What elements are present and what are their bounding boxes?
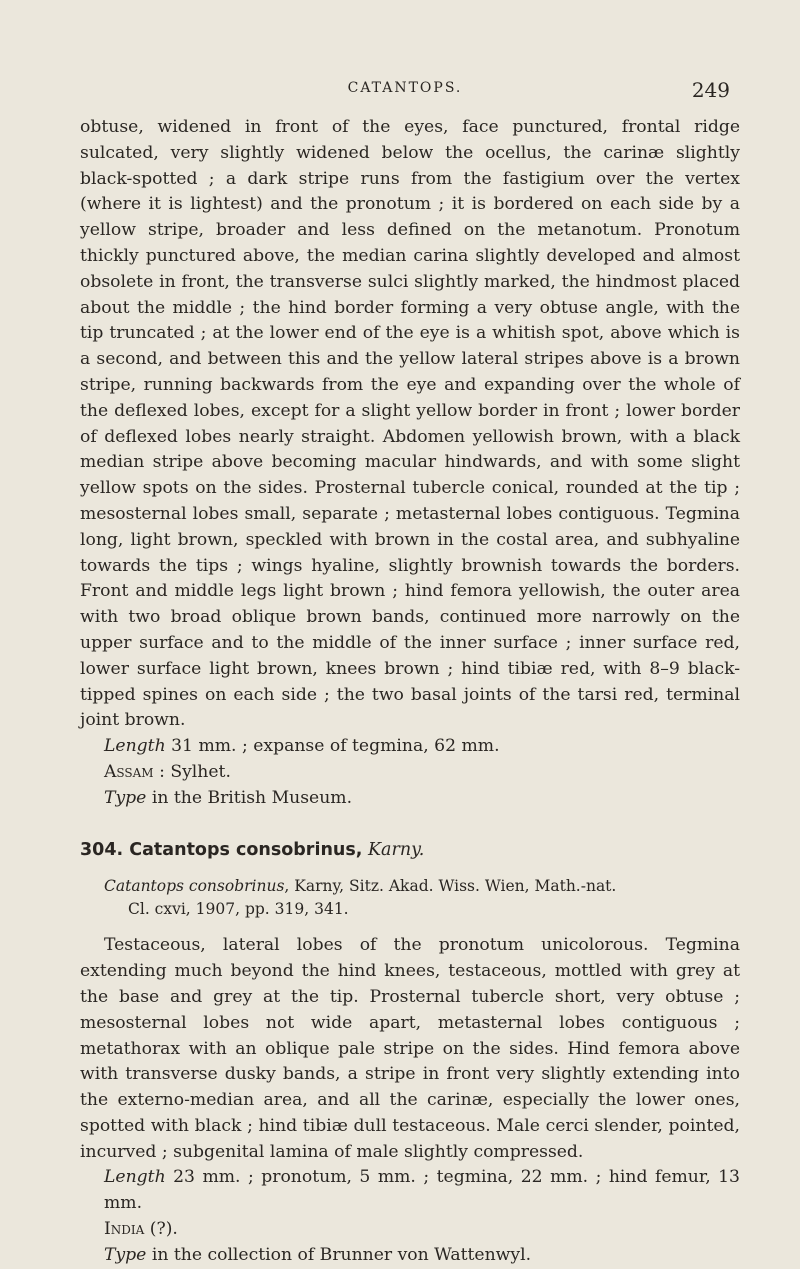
- page-body: [80, 115, 740, 1269]
- species-length-label: Length: [104, 1167, 166, 1188]
- species-length-text: 23 mm. ; pronotum, 5 mm. ; tegmina, 22 mm. ; hind femur, 13 mm.: [104, 1167, 740, 1214]
- reference-line2: Cl. cxvi, 1907, pp. 319, 341.: [128, 900, 349, 919]
- description-paragraph: obtuse, widened in front of the eyes, face punctured, frontal ridge sulcated, very slightly widened below the ocellus, the carinæ slightly black-spotted ; a dark stripe runs from the fastigium over the vertex (where it is lightest) and the pronotum ; it is bordered on each side by a yellow stripe, broader and less defined on the metanotum. Pronotum thickly punctured above, the median carina slightly developed and almost obsolete in front, the transverse sulci slightly marked, the hindmost placed about the middle ; the hind border forming a very obtuse angle, with the tip truncated ; at the lower end of the eye is a whitish spot, above which is a second, and between this and the yellow lateral stripes above is a brown stripe, running backwards from the eye and expanding over the whole of the deflexed lobes, except for a slight yellow border in front ; lower border of deflexed lobes nearly straight. Abdomen yellowish brown, with a black median stripe above becoming macular hindwards, and with some slight yellow spots on the sides. Prosternal tubercle conical, rounded at the tip ; mesosternal lobes small, separate ; metasternal lobes contiguous. Tegmina long, light brown, speckled with brown in the costal area, and subhyaline towards the tips ; wings hyaline, slightly brownish towards the borders. Front and middle legs light brown ; hind femora yellowish, the outer area with two broad oblique brown bands, continued more narrowly on the upper surface and to the middle of the inner surface ; inner surface red, lower surface light brown, knees brown ; hind tibiæ red, with 8–9 black-tipped spines on each side ; the two basal joints of the tarsi red, terminal joint brown.: [80, 117, 740, 731]
- species-name: Catantops consobrinus,: [123, 839, 363, 860]
- locality-line: [80, 760, 740, 786]
- species-author: Karny.: [362, 839, 425, 860]
- type-line: [80, 786, 740, 812]
- type-label: Type: [104, 787, 147, 808]
- length-text: 31 mm. ; expanse of tegmina, 62 mm.: [165, 736, 500, 757]
- length-line: [80, 734, 740, 760]
- species-description-paragraph: Testaceous, lateral lobes of the pronotum unicolorous. Tegmina extending much beyond the hind knees, testaceous, mottled with grey at the base and grey at the tip. Prosternal tubercle short, very obtuse ; mesosternal lobes not wide apart, metasternal lobes contiguous ; metathorax with an oblique pale stripe on the sides. Hind femora above with transverse dusky bands, a stripe in front very slightly extending into the externo-median area, and all the carinæ, especially the lower ones, spotted with black ; hind tibiæ dull testaceous. Male cerci slender, pointed, incurved ; subgenital lamina of male slightly compressed.: [80, 935, 740, 1162]
- species-length-line: [80, 1165, 740, 1217]
- locality-text: : Sylhet.: [153, 761, 231, 782]
- species-type-line: [80, 1243, 740, 1269]
- reference-genus: Catantops consobrinus: [104, 877, 285, 896]
- running-head: [80, 78, 730, 104]
- species-heading: [80, 838, 740, 864]
- species-locality-label: India: [104, 1219, 145, 1240]
- type-text: in the British Museum.: [146, 787, 353, 808]
- page-number: 249: [691, 78, 730, 102]
- locality-label: Assam: [104, 761, 154, 782]
- species-reference: [104, 875, 740, 921]
- species-type-text: in the collection of Brunner von Wattenwyl.: [146, 1244, 532, 1265]
- running-title: CATANTOPS.: [347, 80, 463, 96]
- species-locality-text: (?).: [144, 1219, 178, 1240]
- reference-line1: , Karny, Sitz. Akad. Wiss. Wien, Math.-nat.: [284, 877, 617, 896]
- species-locality-line: [80, 1217, 740, 1243]
- length-label: Length: [104, 736, 166, 757]
- species-type-label: Type: [104, 1244, 147, 1265]
- species-number: 304.: [80, 839, 124, 860]
